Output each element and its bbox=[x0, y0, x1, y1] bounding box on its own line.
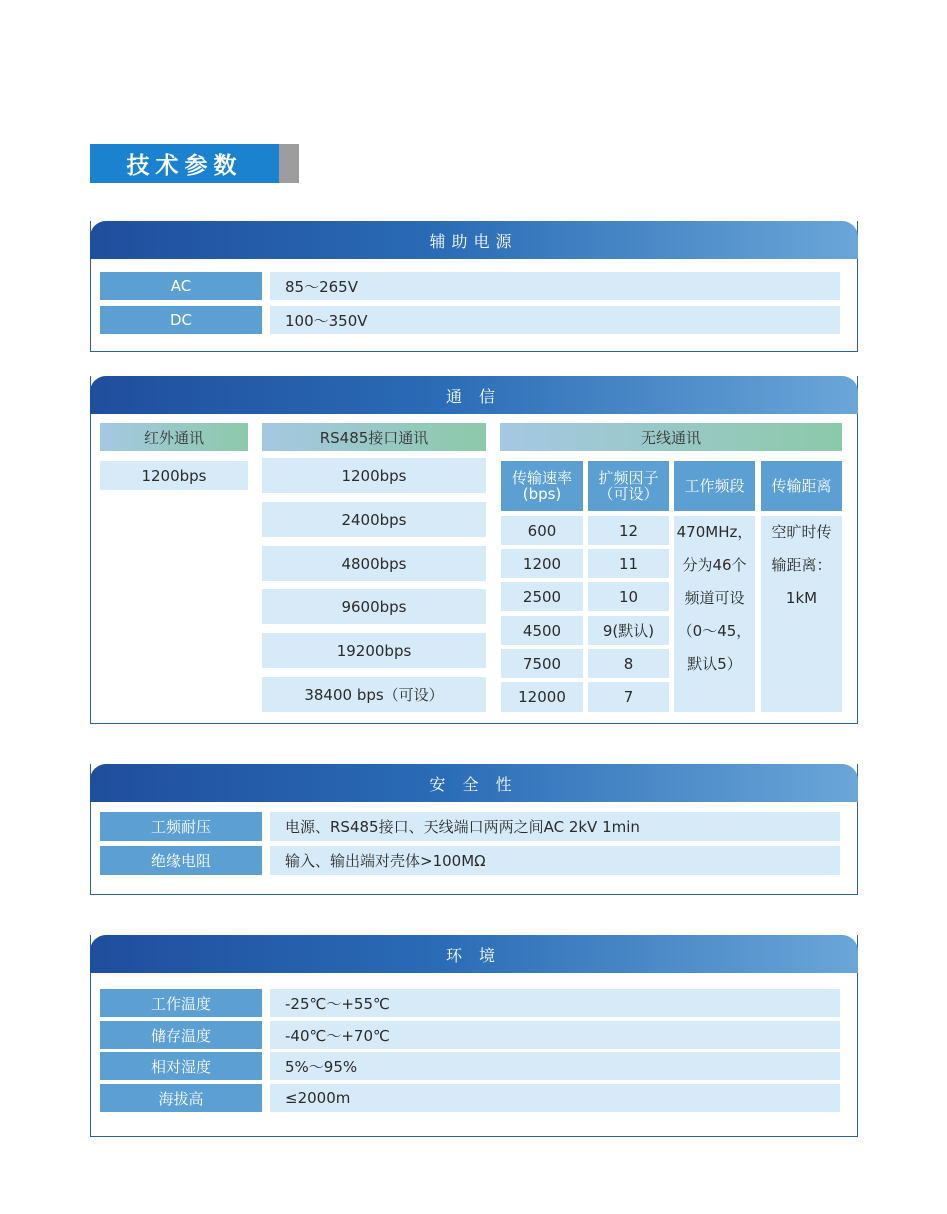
wireless-rate: 600 bbox=[501, 516, 583, 545]
safety-value-insulation: 输入、输出端对壳体>100MΩ bbox=[270, 846, 840, 875]
wireless-factor: 9(默认) bbox=[588, 616, 669, 645]
environment-title: 环 境 bbox=[90, 935, 858, 973]
rs485-rate-2400: 2400bps bbox=[262, 502, 486, 537]
env-label-storage-temp: 储存温度 bbox=[100, 1021, 262, 1049]
rs485-rate-1200: 1200bps bbox=[262, 458, 486, 493]
wireless-band-line: （0～45， bbox=[677, 622, 752, 640]
environment-panel bbox=[90, 935, 858, 1137]
wireless-distance-line: 空旷时传 bbox=[771, 523, 832, 541]
comm-title: 通 信 bbox=[90, 376, 858, 414]
aux-power-panel bbox=[90, 221, 858, 352]
section-title-block bbox=[90, 144, 299, 183]
env-label-operating-temp: 工作温度 bbox=[100, 989, 262, 1017]
safety-value-withstand: 电源、RS485接口、天线端口两两之间AC 2kV 1min bbox=[270, 812, 840, 841]
wireless-factor: 10 bbox=[588, 582, 669, 611]
aux-power-label-dc: DC bbox=[100, 306, 262, 334]
wireless-distance-line: 输距离： bbox=[771, 556, 832, 574]
rs485-rate-19200: 19200bps bbox=[262, 633, 486, 668]
rs485-rate-38400: 38400 bps（可设） bbox=[262, 677, 486, 712]
env-label-humidity: 相对湿度 bbox=[100, 1052, 262, 1080]
wireless-band-line: 分为46个 bbox=[682, 556, 747, 574]
wireless-header: 无线通讯 bbox=[500, 423, 842, 451]
wireless-band-line: 默认5） bbox=[687, 655, 742, 673]
env-value-operating-temp: -25℃～+55℃ bbox=[270, 989, 840, 1017]
wireless-distance-line: 1kM bbox=[785, 589, 818, 607]
wireless-distance-cell bbox=[761, 516, 842, 712]
env-value-storage-temp: -40℃～+70℃ bbox=[270, 1021, 840, 1049]
wireless-rate: 12000 bbox=[501, 682, 583, 712]
rs485-rate-4800: 4800bps bbox=[262, 546, 486, 581]
aux-power-title: 辅助电源 bbox=[90, 221, 858, 259]
wireless-col-rate-line2: (bps) bbox=[522, 485, 562, 503]
comm-panel bbox=[90, 376, 858, 724]
wireless-rate: 2500 bbox=[501, 582, 583, 611]
wireless-rate: 4500 bbox=[501, 616, 583, 645]
rs485-rate-9600: 9600bps bbox=[262, 589, 486, 624]
aux-power-label-ac: AC bbox=[100, 272, 262, 300]
aux-power-value-dc: 100～350V bbox=[270, 306, 840, 334]
env-value-humidity: 5%～95% bbox=[270, 1052, 840, 1080]
wireless-col-factor-line2: （可设） bbox=[598, 485, 659, 503]
safety-label-withstand: 工频耐压 bbox=[100, 812, 262, 841]
wireless-factor: 11 bbox=[588, 549, 669, 578]
wireless-col-factor bbox=[588, 461, 669, 511]
wireless-col-distance: 传输距离 bbox=[761, 461, 842, 511]
wireless-rate: 1200 bbox=[501, 549, 583, 578]
wireless-factor: 12 bbox=[588, 516, 669, 545]
wireless-factor: 8 bbox=[588, 649, 669, 678]
infrared-header: 红外通讯 bbox=[100, 423, 248, 451]
safety-label-insulation: 绝缘电阻 bbox=[100, 846, 262, 875]
rs485-header: RS485接口通讯 bbox=[262, 423, 486, 451]
infrared-value: 1200bps bbox=[100, 461, 248, 490]
env-label-altitude: 海拔高 bbox=[100, 1084, 262, 1112]
env-value-altitude: ≤2000m bbox=[270, 1084, 840, 1112]
wireless-col-band: 工作频段 bbox=[674, 461, 755, 511]
wireless-band-line: 470MHz， bbox=[676, 523, 753, 541]
wireless-band-line: 频道可设 bbox=[684, 589, 745, 607]
wireless-factor: 7 bbox=[588, 682, 669, 712]
wireless-col-rate-line1: 传输速率 bbox=[511, 469, 572, 487]
wireless-col-factor-line1: 扩频因子 bbox=[598, 469, 659, 487]
safety-title: 安 全 性 bbox=[90, 764, 858, 802]
section-title: 技术参数 bbox=[90, 144, 279, 183]
wireless-col-rate bbox=[501, 461, 583, 511]
safety-panel bbox=[90, 764, 858, 895]
wireless-band-cell bbox=[674, 516, 755, 712]
aux-power-value-ac: 85～265V bbox=[270, 272, 840, 300]
wireless-rate: 7500 bbox=[501, 649, 583, 678]
